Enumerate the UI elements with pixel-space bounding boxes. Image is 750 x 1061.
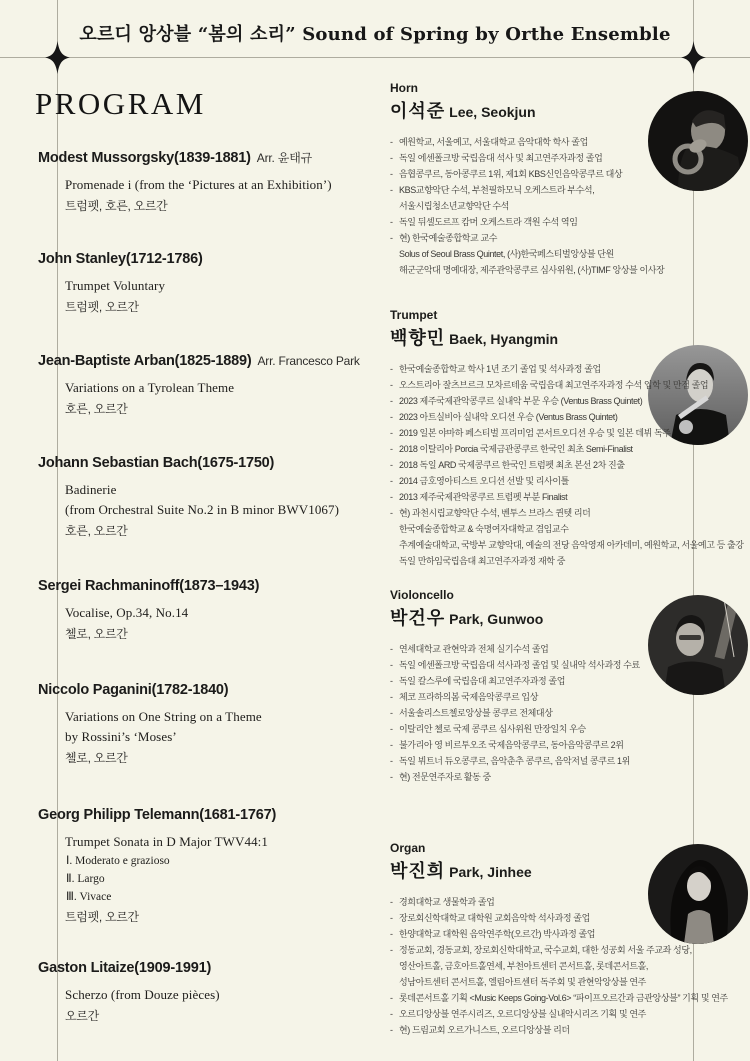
bio-line: [390, 974, 692, 990]
bio-dash: -: [390, 364, 393, 374]
composer-line: [38, 807, 378, 823]
bio-text: 독일 뷔트너 듀오콩쿠르, 음악춘추 콩쿠르, 음악저널 콩쿠르 1위: [399, 756, 630, 766]
program-item: [38, 960, 378, 1025]
bio-text: 연세대학교 관현악과 전체 실기수석 졸업: [399, 644, 549, 654]
bio-text: 체코 프라하의봄 국제음악콩쿠르 입상: [399, 692, 539, 702]
bio-line: [390, 230, 692, 246]
program-item: [38, 149, 378, 215]
bio-dash: -: [390, 644, 393, 654]
bio-line: [390, 441, 692, 457]
performer-name: [390, 326, 692, 352]
bio-text: 오스트리아 잘츠브르크 모차르테움 국립음대 최고연주자과정 수석 입학 및 만점 졸업: [399, 380, 709, 390]
bio-line: [390, 910, 692, 926]
bio-text: 2013 제주국제관악콩쿠르 트럼펫 부분 Finalist: [399, 492, 568, 502]
bio-text: 한양대학교 대학원 음악연주학(오르간) 박사과정 졸업: [399, 929, 596, 939]
composer-name: Gaston Litaize(1909-1991): [38, 960, 212, 976]
performer-name: [390, 99, 692, 125]
bio-line: [390, 182, 692, 198]
bio-dash: -: [390, 169, 393, 179]
piece-title: Vocalise, Op.34, No.14: [65, 605, 189, 620]
sparkle-icon: [44, 40, 71, 75]
performer-name: [390, 859, 692, 885]
movement: Ⅱ. Largo: [66, 873, 105, 885]
performer-name: [390, 606, 692, 632]
bio-text: 음협콩쿠르, 동아콩쿠르 1위, 제1회 KBS신인음악콩쿠르 대상: [399, 169, 623, 179]
bio-line: [390, 457, 692, 473]
bio-line: [390, 134, 692, 150]
bio-text: 서울솔리스트첼로앙상블 콩쿠르 전체대상: [399, 708, 553, 718]
bio-line: [390, 361, 692, 377]
performer-name-english: Park, Jinhee: [449, 864, 532, 880]
performer-bio: [390, 361, 744, 569]
composer-line: [38, 149, 378, 166]
bio-dash: -: [390, 708, 393, 718]
piece-instruments: 트럼펫, 호른, 오르간: [65, 199, 168, 213]
piece-title: by Rossini’s ‘Moses’: [65, 729, 177, 744]
performer-instrument-label: Trumpet: [390, 308, 438, 322]
performer-name-korean: 박진희: [390, 861, 446, 881]
arranger: Arr. Francesco Park: [257, 354, 360, 368]
bio-dash: -: [390, 428, 393, 438]
program-heading: PROGRAM: [35, 86, 206, 121]
bio-line: [390, 721, 692, 737]
bio-text: 오르디앙상블 연주시리즈, 오르디앙상블 실내악시리즈 기획 및 연주: [399, 1009, 646, 1019]
program-item: [38, 578, 378, 643]
bio-line: [390, 537, 744, 553]
bio-line: [390, 1022, 692, 1038]
piece-title: Scherzo (from Douze pièces): [65, 987, 220, 1002]
bio-text: 예원학교, 서울예고, 서울대학교 음악대학 학사 졸업: [399, 137, 588, 147]
bio-text: KBS교향악단 수석, 부천필하모닉 오케스트라 부수석,: [399, 185, 595, 195]
bio-text: 장로회신학대학교 대학원 교회음악학 석사과정 졸업: [399, 913, 590, 923]
program-item: [38, 455, 378, 540]
bio-dash: -: [390, 740, 393, 750]
bio-dash: -: [390, 724, 393, 734]
piece-instruments: 첼로, 오르간: [65, 751, 128, 765]
bio-text: 독일 만하임국립음대 최고연주자과정 재학 중: [399, 556, 565, 566]
bio-line: [390, 505, 692, 521]
bio-dash: -: [390, 396, 393, 406]
bio-dash: -: [390, 508, 393, 518]
piece-instruments: 첼로, 오르간: [65, 627, 128, 641]
bio-text: 현) 전문연주자로 활동 중: [399, 772, 491, 782]
composer-name: Jean-Baptiste Arban(1825-1889): [38, 353, 252, 369]
piece-title: Promenade i (from the ‘Pictures at an Exhibition’): [65, 177, 332, 192]
bio-line: [390, 1006, 692, 1022]
performer-name-english: Baek, Hyangmin: [449, 331, 559, 347]
bio-dash: -: [390, 660, 393, 670]
bio-line: [390, 641, 692, 657]
performer-section-trumpet: [390, 307, 744, 569]
bio-text: 경희대학교 생물학과 졸업: [399, 897, 495, 907]
bio-line: [390, 246, 692, 262]
bio-text: 2023 제주국제관악콩쿠르 실내악 부문 우승 (Ventus Brass Quintet): [399, 396, 643, 406]
bio-line: [390, 958, 692, 974]
bio-dash: -: [390, 772, 393, 782]
movement: Ⅲ. Vivace: [66, 891, 112, 903]
bio-line: [390, 409, 692, 425]
bio-text: 현) 과천시립교향악단 수석, 벤투스 브라스 퀸텟 리더: [399, 508, 591, 518]
composer-line: [38, 353, 378, 369]
bio-dash: -: [390, 217, 393, 227]
performer-instrument-label: Violoncello: [390, 588, 454, 602]
bio-text: 한국예술종합학교 & 숙명여자대학교 겸임교수: [399, 524, 569, 534]
performer-instrument-label: Organ: [390, 841, 426, 855]
piece-title: (from Orchestral Suite No.2 in B minor BWV1067): [65, 502, 340, 517]
bio-dash: -: [390, 492, 393, 502]
performer-bio: [390, 641, 692, 785]
bio-dash: -: [390, 233, 393, 243]
bio-line: [390, 377, 709, 393]
bio-line: [390, 473, 692, 489]
performer-section-horn: [390, 80, 692, 278]
performer-instrument-label: Horn: [390, 81, 418, 95]
bio-line: [390, 753, 692, 769]
bio-line: [390, 689, 692, 705]
bio-dash: -: [390, 380, 393, 390]
bio-text: 불가리아 영 비르투오조 국제음악콩쿠르, 동아음악콩쿠르 2위: [399, 740, 624, 750]
performer-bio: [390, 134, 692, 278]
bio-line: [390, 990, 728, 1006]
composer-line: [38, 578, 378, 594]
bio-line: [390, 769, 692, 785]
performer-name-korean: 박건우: [390, 608, 446, 628]
piece-instruments: 호른, 오르간: [65, 402, 128, 416]
bio-text: 이탈리안 첼로 국제 콩쿠르 심사위원 만장일치 우승: [399, 724, 586, 734]
bio-text: 롯데콘서트홀 기획 <Music Keeps Going-Vol.6> “파이프오르간과 금관앙상블” 기획 및 연주: [399, 993, 728, 1003]
bio-line: [390, 393, 692, 409]
bio-text: 2014 금호영아티스트 오디션 선발 및 리사이틀: [399, 476, 569, 486]
performer-bio: [390, 894, 728, 1038]
composer-line: [38, 960, 378, 976]
bio-text: 독일 뒤셀도르프 캄머 오케스트라 객원 수석 역임: [399, 217, 578, 227]
program-item: [38, 251, 378, 316]
bio-line: [390, 737, 692, 753]
performer-name-english: Lee, Seokjun: [449, 104, 536, 120]
bio-line: [390, 214, 692, 230]
bio-line: [390, 521, 692, 537]
bio-dash: -: [390, 756, 393, 766]
bio-line: [390, 425, 692, 441]
composer-line: [38, 251, 378, 267]
bio-dash: -: [390, 460, 393, 470]
performer-section-violoncello: [390, 587, 692, 785]
composer-name: Georg Philipp Telemann(1681-1767): [38, 807, 277, 823]
performer-section-organ: [390, 840, 728, 1038]
bio-dash: -: [390, 137, 393, 147]
piece-title: Variations on a Tyrolean Theme: [65, 380, 235, 395]
sparkle-icon: [680, 40, 707, 75]
bio-dash: -: [390, 185, 393, 195]
bio-text: 성남아트센터 콘서트홀, 엘림아트센터 독주회 및 관현악앙상블 연주: [399, 977, 646, 987]
composer-name: Modest Mussorgsky(1839-1881): [38, 150, 251, 166]
page-title: 오르디 앙상블 “봄의 소리” Sound of Spring by Orthe Ensemble: [79, 24, 671, 45]
bio-dash: -: [390, 1009, 393, 1019]
bio-text: 현) 드림교회 오르가니스트, 오르디앙상블 리더: [399, 1025, 570, 1035]
bio-dash: -: [390, 444, 393, 454]
bio-text: 영산아트홀, 금호아트홀연세, 부천아트센터 콘서트홀, 롯데콘서트홀,: [399, 961, 649, 971]
piece-instruments: 오르간: [65, 1009, 99, 1023]
bio-dash: -: [390, 676, 393, 686]
performer-name-korean: 백향민: [390, 328, 446, 348]
bio-line: [390, 553, 692, 569]
bio-dash: -: [390, 692, 393, 702]
bio-line: [390, 926, 692, 942]
bio-text: 2023 아트실비아 실내악 오디션 우승 (Ventus Brass Quintet): [399, 412, 618, 422]
bio-text: Solus of Seoul Brass Quintet, (사)한국페스티벌앙상블 단원: [399, 249, 614, 259]
bio-dash: -: [390, 1025, 393, 1035]
bio-dash: -: [390, 913, 393, 923]
bio-line: [390, 673, 692, 689]
bio-text: 독일 에센폴크방 국립음대 석사과정 졸업 및 실내악 석사과정 수료: [399, 660, 640, 670]
bio-text: 추계예술대학교, 국방부 교향악대, 예술의 전당 음악영재 아카데미, 예원학교, 서울예고 등 출강: [399, 540, 744, 550]
bio-text: 2018 독일 ARD 국제콩쿠르 한국인 트럼펫 최초 본선 2차 진출: [399, 460, 625, 470]
frame-horizontal-line: [0, 57, 750, 58]
bio-line: [390, 942, 692, 958]
composer-name: Sergei Rachmaninoff(1873–1943): [38, 578, 260, 594]
program-item: [38, 353, 378, 418]
composer-name: Johann Sebastian Bach(1675-1750): [38, 455, 275, 471]
bio-text: 독일 에센폴크방 국립음대 석사 및 최고연주자과정 졸업: [399, 153, 603, 163]
bio-dash: -: [390, 993, 393, 1003]
bio-dash: -: [390, 945, 393, 955]
bio-text: 2019 일본 야마하 페스티벌 프리미엄 콘서트오디션 우승 및 일본 데뷔 독주: [399, 428, 671, 438]
bio-text: 서울시립청소년교향악단 수석: [399, 201, 509, 211]
bio-line: [390, 166, 692, 182]
performer-name-korean: 이석준: [390, 101, 446, 121]
movement: Ⅰ. Moderato e grazioso: [66, 855, 170, 867]
bio-text: 해군군악대 명예대장, 제주관악콩쿠르 심사위원, (사)TIMF 앙상블 이사장: [399, 265, 665, 275]
composer-line: [38, 455, 378, 471]
bio-line: [390, 198, 692, 214]
bio-dash: -: [390, 929, 393, 939]
piece-instruments: 트럼펫, 오르간: [65, 300, 139, 314]
bio-text: 2018 이탈리아 Porcia 국제금관콩쿠르 한국인 최초 Semi-Finalist: [399, 444, 633, 454]
bio-text: 한국예술종합학교 학사 1년 조기 졸업 및 석사과정 졸업: [399, 364, 601, 374]
piece-instruments: 호른, 오르간: [65, 524, 128, 538]
composer-name: Niccolo Paganini(1782-1840): [38, 682, 229, 698]
program-item: [38, 807, 378, 926]
bio-line: [390, 894, 692, 910]
bio-line: [390, 262, 692, 278]
bio-line: [390, 705, 692, 721]
piece-instruments: 트럼펫, 오르간: [65, 910, 139, 924]
bio-dash: -: [390, 412, 393, 422]
arranger: Arr. 윤태규: [256, 151, 312, 165]
bio-text: 현) 한국예술종합학교 교수: [399, 233, 498, 243]
performer-name-english: Park, Gunwoo: [449, 611, 544, 627]
piece-title: Trumpet Sonata in D Major TWV44:1: [65, 834, 268, 849]
bio-line: [390, 489, 692, 505]
bio-text: 정동교회, 경동교회, 장로회신학대학교, 국수교회, 대한 성공회 서울 주교좌 성당,: [399, 945, 692, 955]
piece-title: Badinerie: [65, 482, 117, 497]
composer-line: [38, 682, 378, 698]
bio-dash: -: [390, 476, 393, 486]
bio-text: 독일 칼스루에 국립음대 최고연주자과정 졸업: [399, 676, 565, 686]
piece-title: Trumpet Voluntary: [65, 278, 166, 293]
composer-name: John Stanley(1712-1786): [38, 251, 203, 267]
piece-title: Variations on One String on a Theme: [65, 709, 262, 724]
bio-dash: -: [390, 897, 393, 907]
program-item: [38, 682, 378, 767]
bio-line: [390, 150, 692, 166]
bio-line: [390, 657, 692, 673]
bio-dash: -: [390, 153, 393, 163]
